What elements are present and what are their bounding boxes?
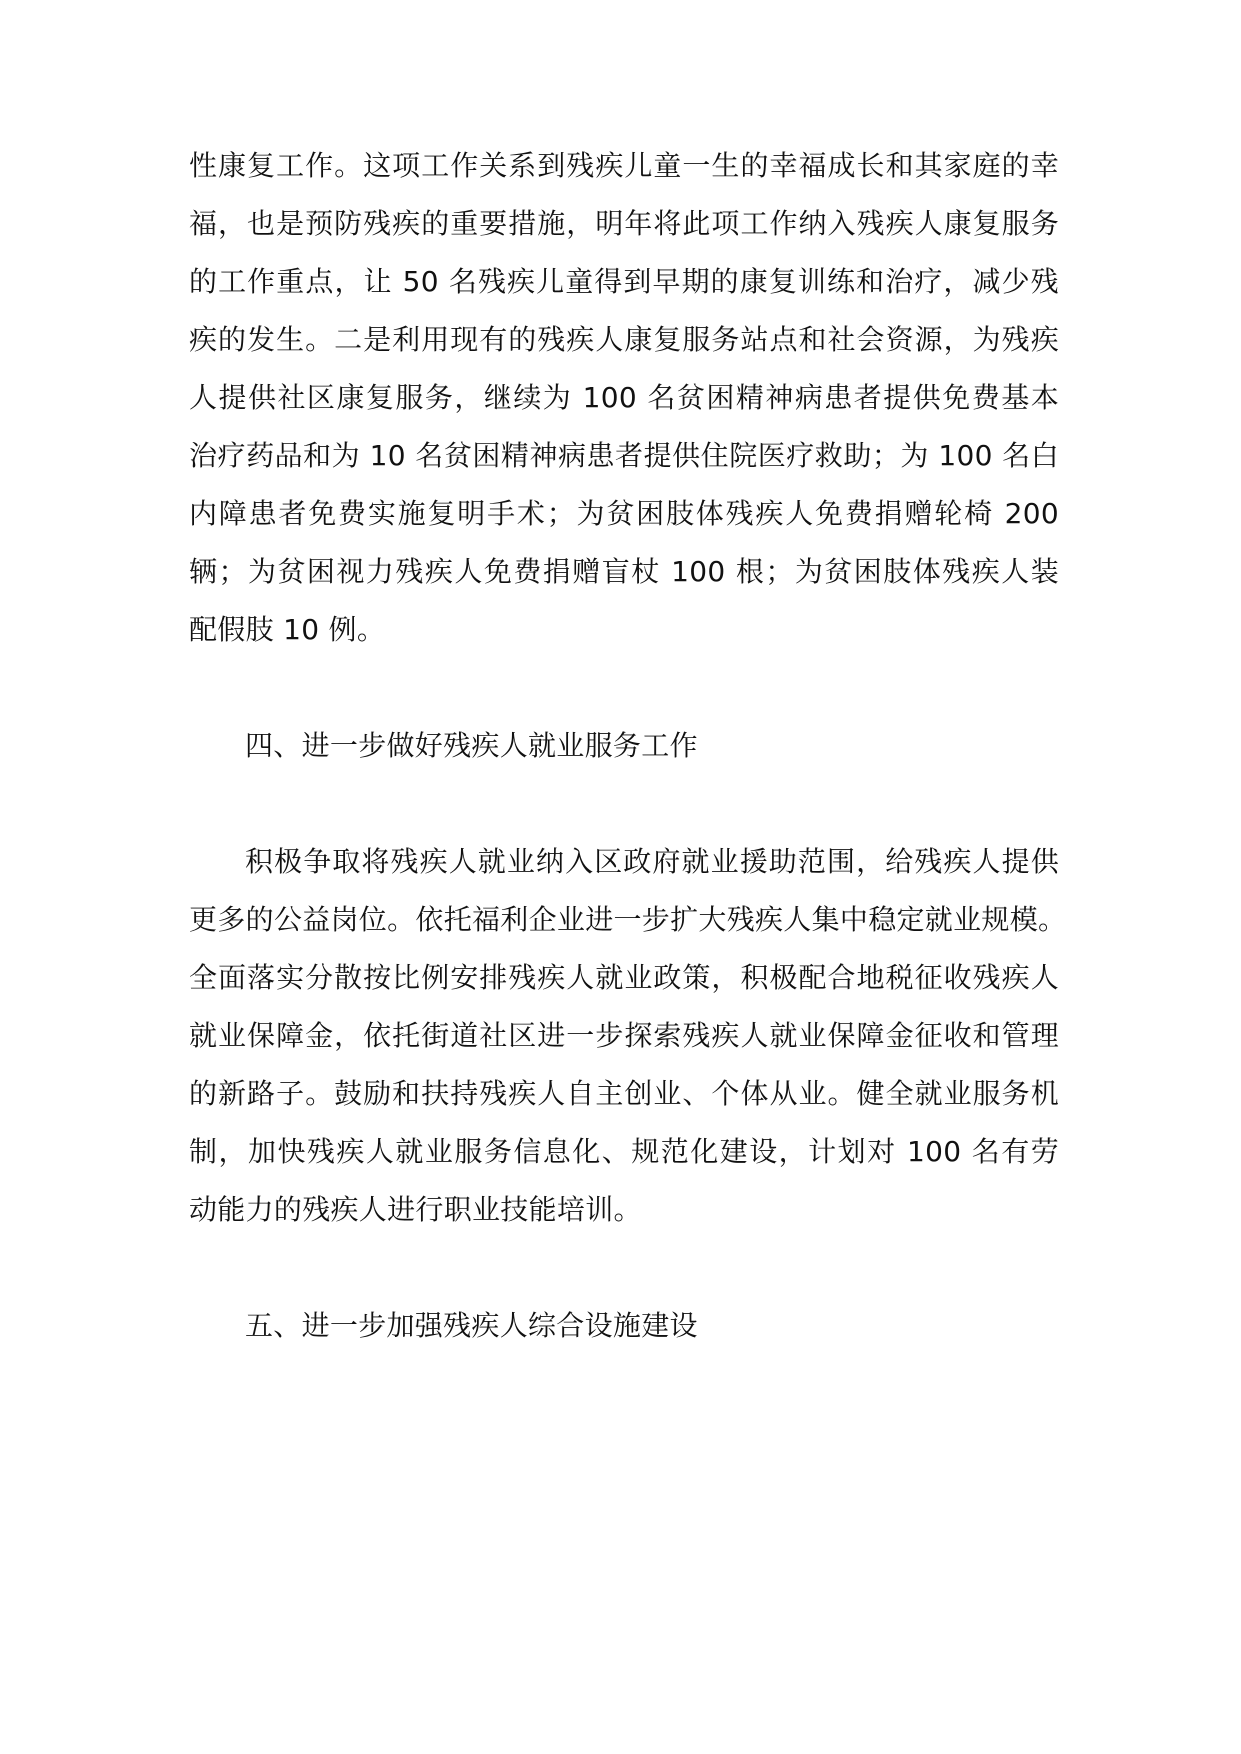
paragraph-2-line-1: 积极争取将残疾人就业纳入区政府就业援助范围，给残疾人提供: [245, 845, 1059, 878]
section-heading-4: 四、进一步做好残疾人就业服务工作: [245, 729, 698, 762]
paragraph-2-line-2: 更多的公益岗位。依托福利企业进一步扩大残疾人集中稳定就业规模。: [189, 903, 1067, 936]
paragraph-2-line-7: 动能力的残疾人进行职业技能培训。: [189, 1193, 642, 1226]
paragraph-1-line-5: 人提供社区康复服务，继续为 100 名贫困精神病患者提供免费基本: [189, 381, 1059, 414]
paragraph-1-line-8: 辆；为贫困视力残疾人免费捐赠盲杖 100 根；为贫困肢体残疾人装: [189, 555, 1059, 588]
paragraph-1-line-6: 治疗药品和为 10 名贫困精神病患者提供住院医疗救助；为 100 名白: [189, 439, 1059, 472]
paragraph-2-line-6: 制，加快残疾人就业服务信息化、规范化建设，计划对 100 名有劳: [189, 1135, 1059, 1168]
paragraph-1-line-4: 疾的发生。二是利用现有的残疾人康复服务站点和社会资源，为残疾: [189, 323, 1059, 356]
paragraph-2-line-5: 的新路子。鼓励和扶持残疾人自主创业、个体从业。健全就业服务机: [189, 1077, 1059, 1110]
paragraph-1-line-7: 内障患者免费实施复明手术；为贫困肢体残疾人免费捐赠轮椅 200: [189, 497, 1059, 530]
section-heading-5: 五、进一步加强残疾人综合设施建设: [245, 1309, 698, 1342]
paragraph-1-line-9: 配假肢 10 例。: [189, 613, 386, 646]
paragraph-2-line-3: 全面落实分散按比例安排残疾人就业政策，积极配合地税征收残疾人: [189, 961, 1059, 994]
paragraph-1-line-2: 福，也是预防残疾的重要措施，明年将此项工作纳入残疾人康复服务: [189, 207, 1059, 240]
paragraph-1-line-3: 的工作重点，让 50 名残疾儿童得到早期的康复训练和治疗，减少残: [189, 265, 1059, 298]
paragraph-1-line-1: 性康复工作。这项工作关系到残疾儿童一生的幸福成长和其家庭的幸: [189, 149, 1059, 182]
paragraph-2-line-4: 就业保障金，依托街道社区进一步探索残疾人就业保障金征收和管理: [189, 1019, 1059, 1052]
